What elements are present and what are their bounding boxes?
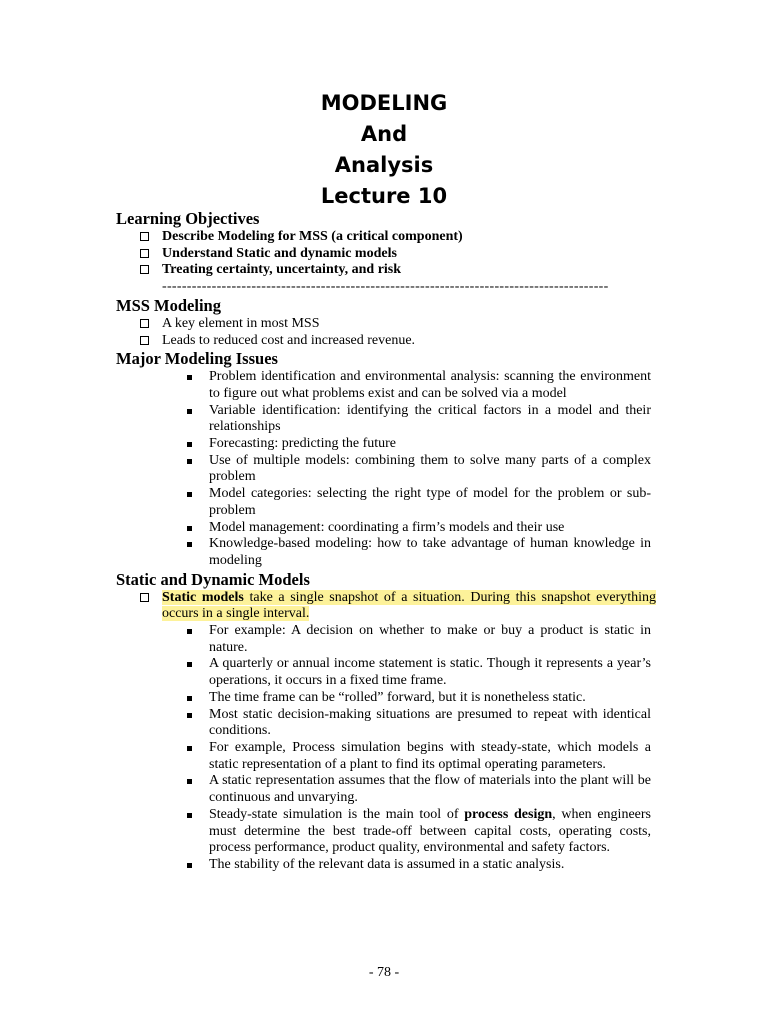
- list-item-text: Use of multiple models: combining them to solve many parts of a complex problem: [209, 452, 651, 485]
- document-body: [116, 209, 656, 874]
- list-item-text: For example, Process simulation begins with steady-state, which models a static representation of a plant to find its optimal operating parameters.: [209, 739, 651, 772]
- square-bullet-icon: [187, 713, 192, 718]
- steady-state-text-start: Steady-state simulation is the main tool of: [209, 806, 465, 822]
- square-bullet-icon: [187, 542, 192, 547]
- highlighted-text: [162, 590, 656, 622]
- list-item-text: Problem identification and environmental analysis: scanning the environment to figure out what problems exist and can be solved via a model: [209, 369, 651, 401]
- list-item-text: Describe Modeling for MSS (a critical component): [162, 229, 463, 244]
- list-item: [209, 807, 651, 857]
- square-bullet-icon: [187, 492, 192, 497]
- list-item-text: A static representation assumes that the flow of materials into the plant will be continuous and unvarying.: [209, 773, 651, 806]
- learning-objectives-list: [116, 229, 656, 279]
- checkbox-bullet-icon: [140, 319, 149, 328]
- static-dynamic-list: [116, 590, 656, 623]
- mss-modeling-heading: MSS Modeling: [116, 295, 221, 315]
- static-models-sublist: [209, 623, 651, 874]
- list-item: [209, 403, 651, 436]
- static-models-term: Static models: [162, 589, 244, 605]
- list-item: [209, 623, 651, 656]
- list-item: [116, 333, 656, 350]
- list-item: [209, 520, 651, 537]
- square-bullet-icon: [187, 526, 192, 531]
- static-dynamic-heading: Static and Dynamic Models: [116, 569, 310, 589]
- square-bullet-icon: [187, 779, 192, 784]
- square-bullet-icon: [187, 459, 192, 464]
- square-bullet-icon: [187, 863, 192, 868]
- title-line-4: Lecture 10: [320, 184, 448, 208]
- list-item-text: Most static decision-making situations are presumed to repeat with identical conditions.: [209, 706, 651, 739]
- list-item-text: For example: A decision on whether to make or buy a product is static in nature.: [209, 623, 651, 655]
- list-item-text: The stability of the relevant data is assumed in a static analysis.: [209, 856, 565, 872]
- square-bullet-icon: [187, 696, 192, 701]
- list-item: [116, 229, 656, 246]
- checkbox-bullet-icon: [140, 249, 149, 258]
- list-item: [209, 690, 651, 707]
- square-bullet-icon: [187, 375, 192, 380]
- list-item: [209, 857, 651, 874]
- lecture-title: [0, 88, 768, 212]
- static-models-definition: take a single snapshot of a situation. During this snapshot everything occurs in a single interval.: [162, 589, 657, 622]
- list-item: [209, 707, 651, 740]
- checkbox-bullet-icon: [140, 336, 149, 345]
- list-item: [209, 369, 651, 402]
- list-item: [116, 246, 656, 263]
- checkbox-bullet-icon: [140, 232, 149, 241]
- checkbox-bullet-icon: [140, 593, 149, 602]
- list-item-text: Leads to reduced cost and increased revenue.: [162, 332, 416, 348]
- list-item-text: Model management: coordinating a firm’s models and their use: [209, 519, 565, 535]
- list-item-text: Variable identification: identifying the critical factors in a model and their relationships: [209, 402, 651, 435]
- dashed-divider: ------------------------------------------------------------------------------------------: [162, 279, 609, 295]
- list-item: [209, 486, 651, 519]
- square-bullet-icon: [187, 662, 192, 667]
- steady-state-text-end: , when engineers must determine the best trade-off between capital costs, operating costs, process performance, product quality, environmental and safety factors.: [209, 806, 651, 856]
- list-item: [209, 536, 651, 569]
- list-item-text: A key element in most MSS: [162, 315, 320, 331]
- list-item: [209, 436, 651, 453]
- learning-objectives-heading: Learning Objectives: [116, 209, 260, 228]
- list-item-text: Understand Static and dynamic models: [162, 245, 397, 261]
- major-issues-heading: Major Modeling Issues: [116, 349, 278, 369]
- list-item-text: Forecasting: predicting the future: [209, 436, 396, 452]
- title-line-1: MODELING: [320, 91, 448, 115]
- process-design-term: process design: [464, 806, 553, 822]
- list-item-text: Knowledge-based modeling: how to take advantage of human knowledge in modeling: [209, 536, 651, 568]
- list-item: [209, 656, 651, 689]
- list-item: [116, 590, 656, 623]
- page-number: - 78 -: [368, 965, 400, 980]
- square-bullet-icon: [187, 746, 192, 751]
- list-item: [209, 740, 651, 773]
- square-bullet-icon: [187, 629, 192, 634]
- square-bullet-icon: [187, 409, 192, 414]
- list-item-text: The time frame can be “rolled” forward, but it is nonetheless static.: [209, 689, 586, 705]
- title-line-3: Analysis: [334, 153, 434, 177]
- major-issues-list: [209, 369, 651, 569]
- list-item: [116, 262, 656, 279]
- list-item-text: Treating certainty, uncertainty, and risk: [162, 262, 402, 278]
- list-item-text: A quarterly or annual income statement is static. Though it represents a year’s operations, it occurs in a fixed time frame.: [209, 656, 651, 689]
- list-item: [209, 773, 651, 806]
- mss-modeling-list: [116, 316, 656, 349]
- list-item: [116, 316, 656, 333]
- list-item: [209, 453, 651, 486]
- square-bullet-icon: [187, 442, 192, 447]
- title-line-2: And: [360, 122, 408, 146]
- list-item-text: Model categories: selecting the right type of model for the problem or sub-problem: [209, 486, 651, 518]
- checkbox-bullet-icon: [140, 265, 149, 274]
- square-bullet-icon: [187, 813, 192, 818]
